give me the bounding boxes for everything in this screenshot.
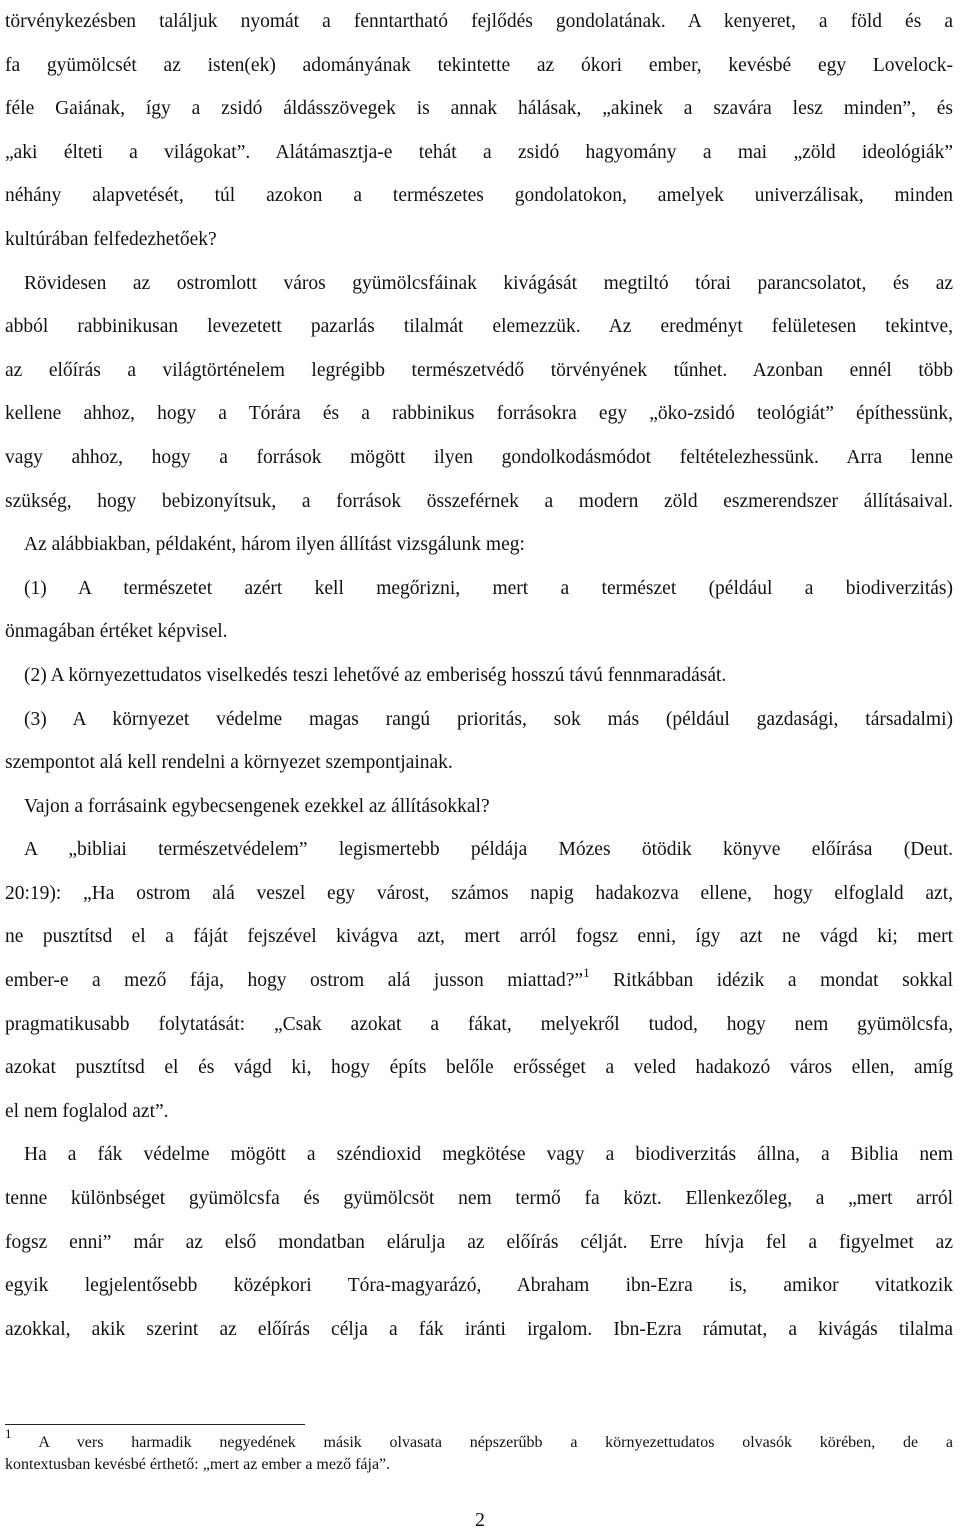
text-line	[5, 654, 953, 698]
footnote-text-1: A vers harmadik negyedének másik olvasata népszerűbb a környezettudatos olvasók körében, de a	[38, 1434, 953, 1451]
text-line-content: törvénykezésben találjuk nyomát a fenntartható fejlődés gondolatának. A kenyeret, a föld és a	[5, 11, 953, 32]
text-line	[5, 828, 953, 872]
text-line-content: Ha a fák védelme mögött a széndioxid megkötése vagy a biodiverzitás állna, a Biblia nem	[24, 1144, 953, 1166]
text-line-content: Az alábbiakban, példaként, három ilyen állítást vizsgálunk meg:	[24, 534, 525, 556]
text-line	[5, 1264, 953, 1308]
text-line-content: abból rabbinikusan levezetett pazarlás tilalmát elemezzük. Az eredményt felületesen tekintve,	[5, 316, 953, 338]
text-line-content: egyik legjelentősebb középkori Tóra-magyarázó, Abraham ibn-Ezra is, amikor vitatkozik	[5, 1275, 953, 1297]
text-line-content: önmagában értéket képvisel.	[5, 621, 228, 643]
text-line	[5, 174, 953, 218]
text-line	[5, 392, 953, 436]
text-line	[5, 785, 953, 829]
text-line	[5, 305, 953, 349]
footnote-line	[5, 1426, 953, 1454]
text-line-content: A „bibliai természetvédelem” legismertebb példája Mózes ötödik könyve előírása (Deut.	[24, 839, 953, 861]
text-line-content: Rövidesen az ostromlott város gyümölcsfáinak kivágását megtiltó tórai parancsolatot, és az	[24, 272, 953, 294]
text-line	[5, 872, 953, 916]
text-line-content: ne pusztítsd el a fáját fejszével kivágva azt, mert arról fogsz enni, így azt ne vágd ki; mert	[5, 926, 953, 948]
text-line	[5, 131, 953, 175]
text-line-content: szempontot alá kell rendelni a környezet szempontjainak.	[5, 752, 453, 774]
text-line-content: vagy ahhoz, hogy a források mögött ilyen gondolkodásmódot feltételezhessünk. Arra lenne	[5, 446, 953, 468]
text-line-content: 20:19): „Ha ostrom alá veszel egy várost, számos napig hadakozva ellene, hogy elfoglald azt,	[5, 882, 953, 904]
text-line	[5, 1090, 953, 1134]
text-line	[5, 567, 953, 611]
text-line	[5, 44, 953, 88]
text-line-content: kellene ahhoz, hogy a Tórára és a rabbinikus forrásokra egy „öko-zsidó teológiát” építhessünk,	[5, 403, 953, 425]
text-line	[5, 1046, 953, 1090]
text-line-content: (1) A természetet azért kell megőrizni, mert a természet (például a biodiverzitás)	[24, 577, 953, 599]
body-text	[5, 0, 953, 1351]
footnote	[5, 1426, 953, 1476]
text-line-content: kultúrában felfedezhetőek?	[5, 228, 217, 250]
text-line-content: fogsz enni” már az első mondatban elárulja az előírás célját. Erre hívja fel a figyelmet az	[5, 1231, 953, 1253]
text-line-content: ember-e a mező fája, hogy ostrom alá jusson miattad?”	[5, 970, 584, 992]
text-line-content: néhány alapvetését, túl azokon a természetes gondolatokon, amelyek univerzálisak, minden	[5, 185, 953, 207]
footnote-reference: 1	[583, 965, 590, 981]
text-line	[5, 87, 953, 131]
text-line-content: féle Gaiának, így a zsidó áldásszövegek is annak hálásak, „akinek a szavára lesz minden”, és	[5, 98, 953, 120]
text-line-content: tenne különbséget gyümölcsfa és gyümölcsöt nem termő fa közt. Ellenkezőleg, a „mert arról	[5, 1188, 953, 1210]
text-line	[5, 523, 953, 567]
text-line-content: el nem foglalod azt”.	[5, 1100, 169, 1122]
text-line-content: azokat pusztítsd el és vágd ki, hogy építs belőle erősséget a veled hadakozó város ellen, amíg	[5, 1057, 953, 1079]
text-line-content: „aki élteti a világokat”. Alátámasztja-e tehát a zsidó hagyomány a mai „zöld ideológiák”	[5, 141, 953, 163]
text-line-content: fa gyümölcsét az isten(ek) adományának tekintette az ókori ember, kevésbé egy Lovelock-	[5, 54, 953, 76]
footnote-separator	[5, 1424, 305, 1425]
text-line	[5, 1003, 953, 1047]
text-line	[5, 436, 953, 480]
text-line	[5, 610, 953, 654]
text-line	[5, 1308, 953, 1352]
text-line-content: az előírás a világtörténelem legrégibb természetvédő törvényének tűnhet. Azonban ennél több	[5, 359, 953, 381]
text-line-content: szükség, hogy bebizonyítsuk, a források összeférnek a modern zöld eszmerendszer állításaival.	[5, 490, 953, 512]
text-line	[5, 1221, 953, 1265]
text-line	[5, 1133, 953, 1177]
footnote-line	[5, 1454, 953, 1476]
text-line-content: (2) A környezettudatos viselkedés teszi lehetővé az emberiség hosszú távú fennmaradását.	[24, 664, 727, 686]
text-line	[5, 698, 953, 742]
page-number: 2	[475, 1509, 485, 1531]
footnote-marker: 1	[5, 1426, 12, 1441]
text-line	[5, 218, 953, 262]
text-line-content: pragmatikusabb folytatását: „Csak azokat a fákat, melyekről tudod, hogy nem gyümölcsfa,	[5, 1013, 953, 1035]
text-line	[5, 741, 953, 785]
text-line	[5, 915, 953, 959]
text-line	[5, 262, 953, 306]
text-line	[5, 959, 953, 1003]
text-line-content: azokkal, akik szerint az előírás célja a fák iránti irgalom. Ibn-Ezra rámutat, a kivágás tilalma	[5, 1318, 953, 1340]
text-line	[5, 1177, 953, 1221]
text-line-continuation: Ritkábban idézik a mondat sokkal	[589, 970, 953, 992]
text-line	[5, 349, 953, 393]
text-line	[5, 0, 953, 44]
text-line-content: (3) A környezet védelme magas rangú prioritás, sok más (például gazdasági, társadalmi)	[24, 708, 953, 730]
footnote-text-2: kontextusban kevésbé érthető: „mert az ember a mező fája”.	[5, 1456, 391, 1473]
text-line-content: Vajon a forrásaink egybecsengenek ezekkel az állításokkal?	[24, 795, 490, 817]
text-line	[5, 480, 953, 524]
